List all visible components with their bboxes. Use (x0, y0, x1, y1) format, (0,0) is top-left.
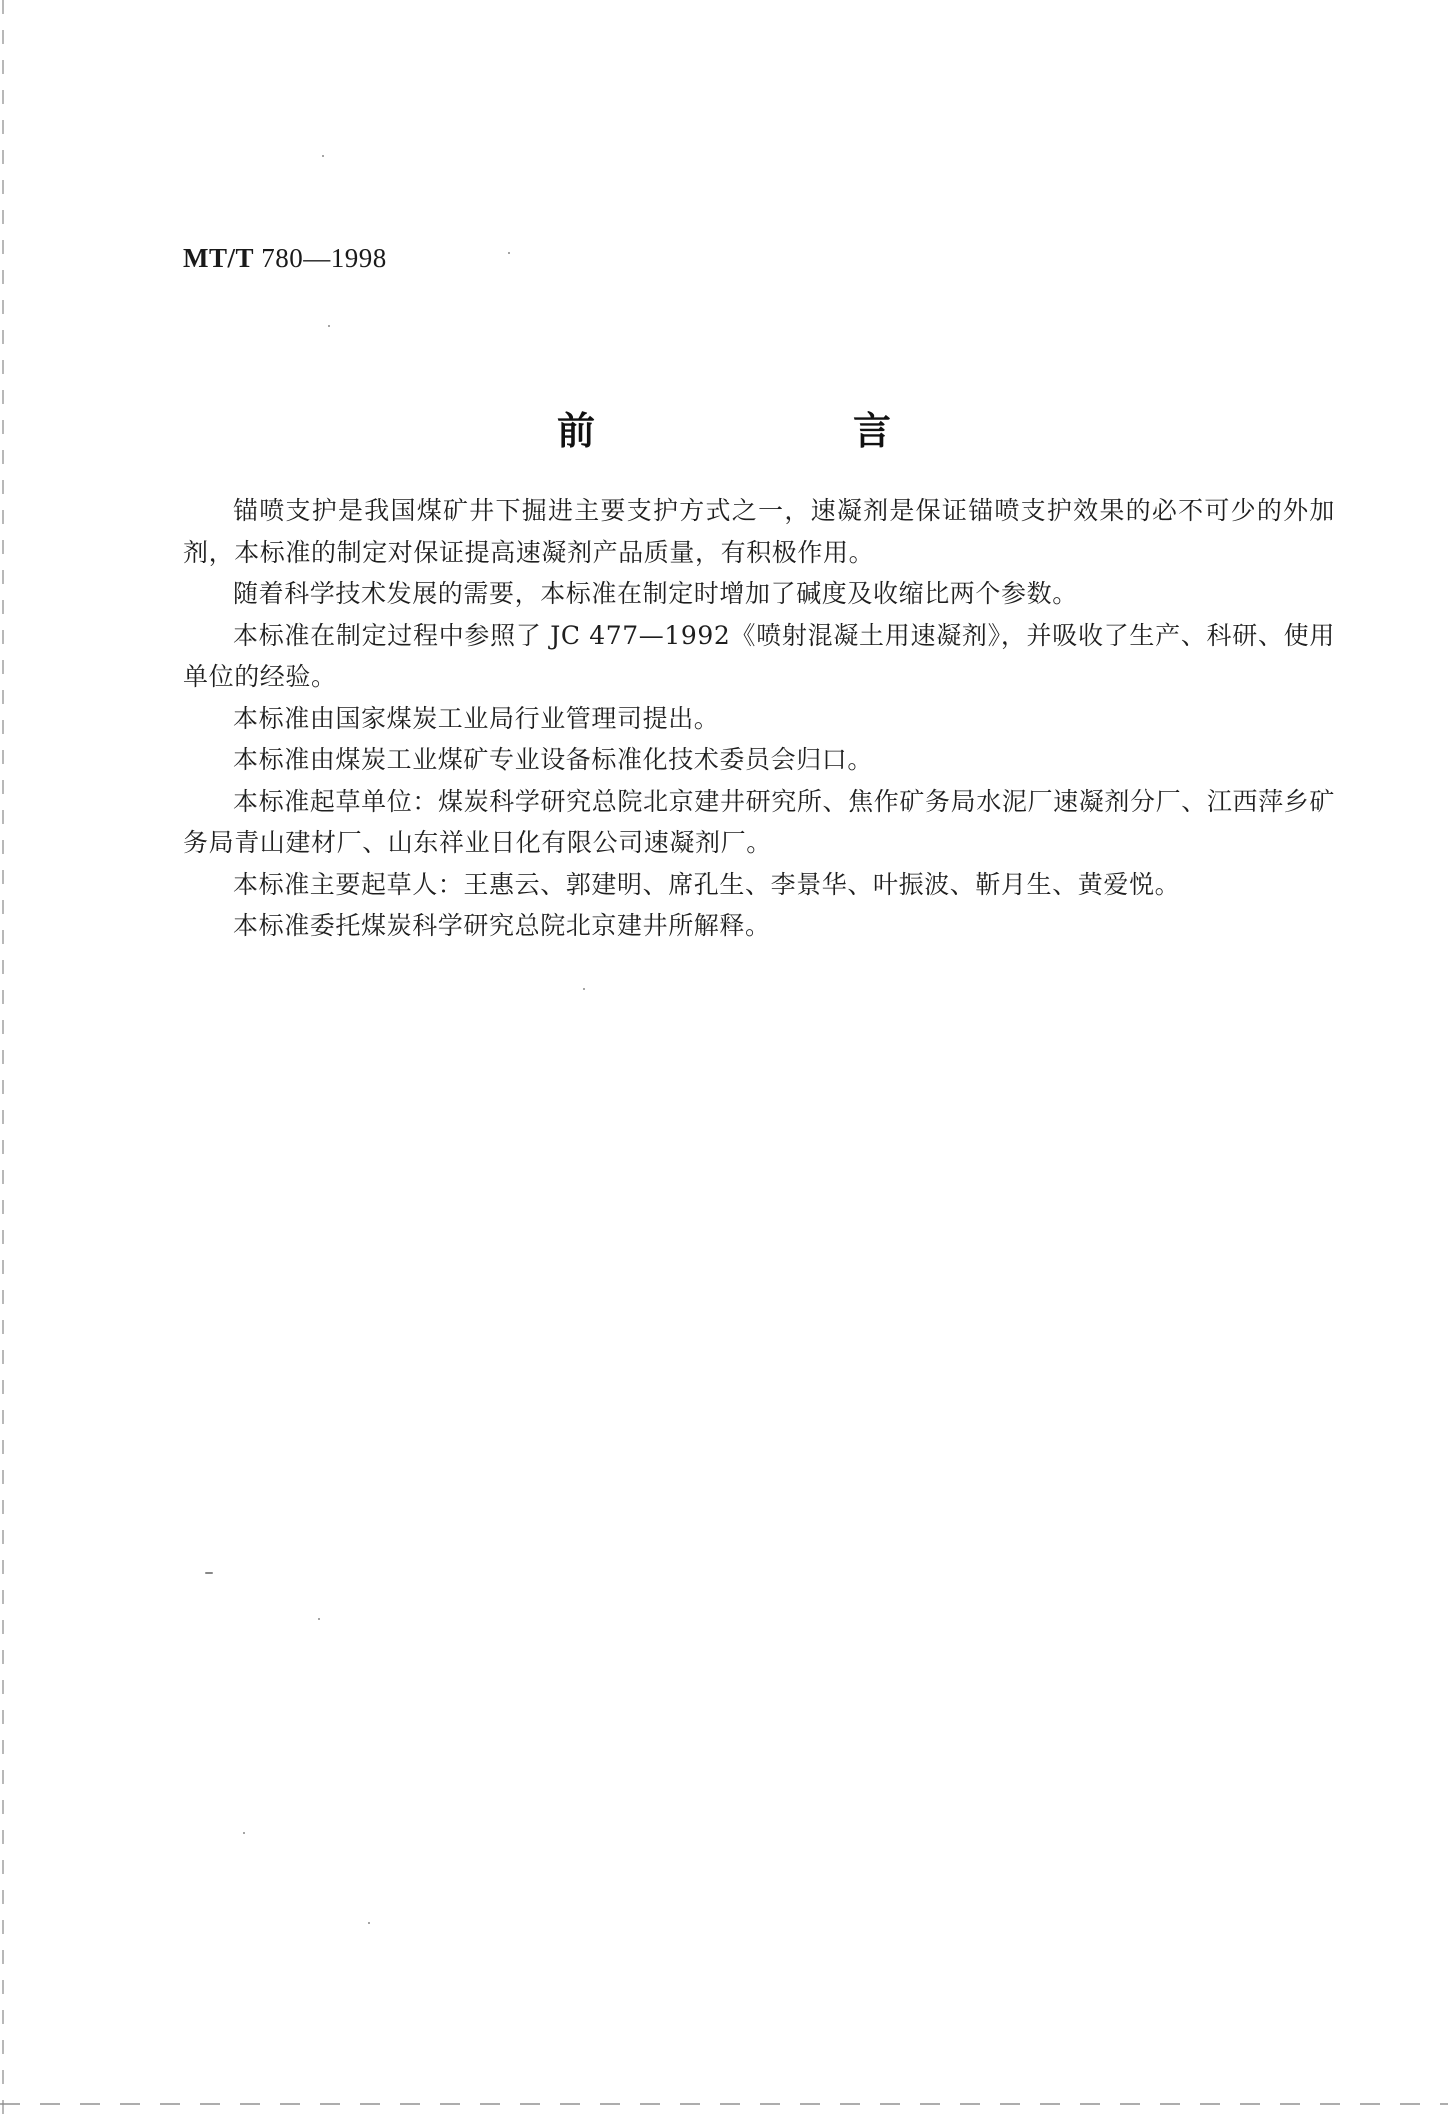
scan-speck (243, 1832, 245, 1834)
paragraph: 锚喷支护是我国煤矿井下掘进主要支护方式之一，速凝剂是保证锚喷支护效果的必不可少的外加剂，本标准的制定对保证提高速凝剂产品质量，有积极作用。 (183, 496, 1335, 567)
scan-speck (368, 1922, 370, 1924)
foreword-body (183, 490, 1335, 947)
paragraph: 本标准主要起草人：王惠云、郭建明、席孔生、李景华、叶振波、靳月生、黄爱悦。 (233, 869, 1181, 899)
scan-speck (508, 252, 510, 254)
scan-speck (322, 155, 324, 157)
paragraph: 随着科学技术发展的需要，本标准在制定时增加了碱度及收缩比两个参数。 (233, 579, 1078, 608)
standard-code-prefix: MT/T (183, 243, 255, 273)
scan-edge-bottom (0, 2103, 1448, 2105)
standard-code-number: 780—1998 (261, 243, 387, 273)
page-title: 前 言 (556, 409, 1001, 453)
paragraph: 本标准由煤炭工业煤矿专业设备标准化技术委员会归口。 (233, 745, 874, 774)
paragraph: 本标准在制定过程中参照了 JC 477—1992《喷射混凝土用速凝剂》，并吸收了生产、科研、使用单位的经验。 (183, 620, 1335, 691)
scan-edge-left (2, 0, 4, 2115)
scan-speck (583, 988, 585, 990)
scan-speck (328, 325, 330, 327)
scan-speck (205, 1572, 213, 1574)
paragraph: 本标准委托煤炭科学研究总院北京建井所解释。 (233, 911, 771, 940)
paragraph: 本标准由国家煤炭工业局行业管理司提出。 (233, 703, 720, 733)
standard-code (183, 243, 387, 274)
scan-speck (318, 1618, 320, 1620)
paragraph: 本标准起草单位：煤炭科学研究总院北京建井研究所、焦作矿务局水泥厂速凝剂分厂、江西萍乡矿务局青山建材厂、山东祥业日化有限公司速凝剂厂。 (183, 786, 1335, 857)
